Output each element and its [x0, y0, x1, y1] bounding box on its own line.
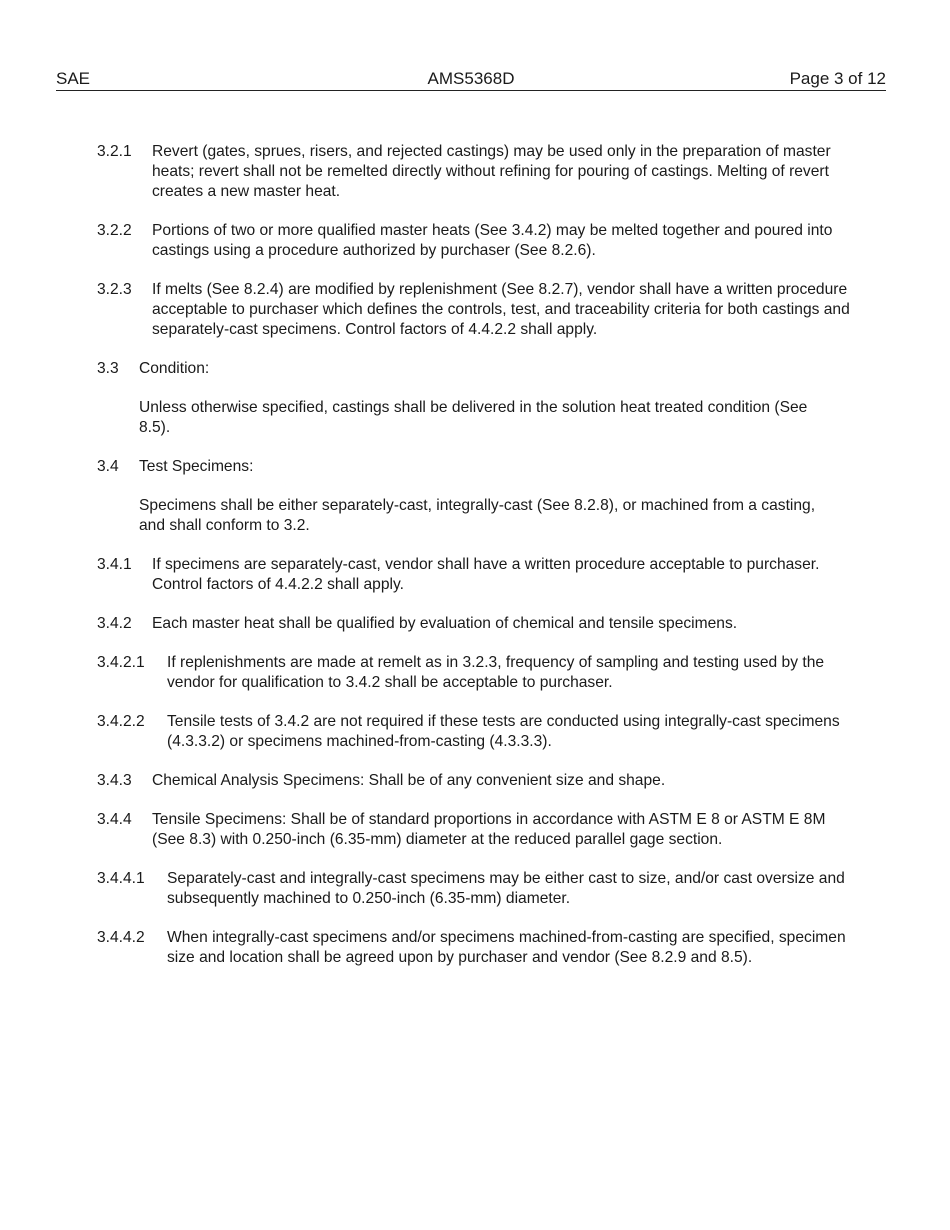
header-org: SAE [56, 69, 91, 88]
paragraph-number: 3.4.2 [97, 615, 132, 632]
paragraph-number: 3.4.2.2 [97, 713, 145, 730]
section-heading-3-3 [0, 359, 950, 379]
paragraph-number: 3.2.2 [97, 222, 132, 239]
section-title: Test Specimens: [139, 458, 254, 475]
paragraph-text: Separately-cast and integrally-cast specimens may be either cast to size, and/or cast oversize and subsequently machined to 0.250-inch (6.35-mm) diameter. [167, 870, 845, 907]
paragraph-text: If specimens are separately-cast, vendor shall have a written procedure acceptable to purchaser. Control factors of 4.4.2.2 shall apply. [152, 556, 820, 593]
paragraph-number: 3.2.1 [97, 143, 132, 160]
paragraph-text: If replenishments are made at remelt as in 3.2.3, frequency of sampling and testing used by the vendor for qualification to 3.4.2 shall be acceptable to purchaser. [167, 654, 825, 691]
paragraph-number: 3.4.4 [97, 811, 132, 828]
paragraph-number: 3.4.1 [97, 556, 132, 573]
paragraph-3-2-2 [0, 221, 950, 261]
section-heading-3-4 [0, 457, 950, 477]
paragraph-text: Specimens shall be either separately-cast, integrally-cast (See 8.2.8), or machined from a casting, and shall conform to 3.2. [139, 497, 816, 534]
paragraph-3-4-2-2 [0, 712, 950, 752]
paragraph-text: Portions of two or more qualified master heats (See 3.4.2) may be melted together and poured into castings using a procedure authorized by purchaser (See 8.2.6). [152, 222, 833, 259]
paragraph-text: Tensile Specimens: Shall be of standard proportions in accordance with ASTM E 8 or ASTM E 8M (See 8.3) with 0.250-inch (6.35-mm) diameter at the reduced parallel gage section. [152, 811, 826, 848]
header-page-number: Page 3 of 12 [789, 69, 886, 88]
paragraph-number: 3.4.4.2 [97, 929, 145, 946]
paragraph-3-4-3 [0, 771, 950, 791]
paragraph-number: 3.4.4.1 [97, 870, 145, 887]
section-title: Condition: [139, 360, 210, 377]
document-body [0, 142, 950, 987]
paragraph-3-2-1 [0, 142, 950, 202]
paragraph-3-4-4 [0, 810, 950, 850]
paragraph-number: 3.4.2.1 [97, 654, 145, 671]
paragraph-text: Each master heat shall be qualified by evaluation of chemical and tensile specimens. [152, 615, 738, 632]
paragraph-text: Chemical Analysis Specimens: Shall be of any convenient size and shape. [152, 772, 666, 789]
paragraph-3-4-4-2 [0, 928, 950, 968]
paragraph-3-2-3 [0, 280, 950, 340]
paragraph-3-4-1 [0, 555, 950, 595]
paragraph-text: Unless otherwise specified, castings shall be delivered in the solution heat treated condition (See 8.5). [139, 399, 808, 436]
paragraph-3-4-2 [0, 614, 950, 634]
page-header [56, 68, 886, 91]
header-doc-id: AMS5368D [427, 69, 515, 88]
paragraph-text: When integrally-cast specimens and/or specimens machined-from-casting are specified, specimen size and location shall be agreed upon by purchaser and vendor (See 8.2.9 and 8.5). [167, 929, 846, 966]
paragraph-text: If melts (See 8.2.4) are modified by replenishment (See 8.2.7), vendor shall have a written procedure acceptable to purchaser which defines the controls, test, and traceability criteria for both castings and separately-cast specimens. Control factors of 4.4.2.2 shall apply. [152, 281, 850, 338]
condition-body [0, 398, 950, 438]
section-number: 3.3 [97, 360, 119, 377]
paragraph-3-4-2-1 [0, 653, 950, 693]
paragraph-text: Revert (gates, sprues, risers, and rejected castings) may be used only in the preparation of master heats; revert shall not be remelted directly without refining for pouring of castings. Melting of revert creates a new master heat. [152, 143, 831, 200]
section-number: 3.4 [97, 458, 119, 475]
paragraph-text: Tensile tests of 3.4.2 are not required if these tests are conducted using integrally-cast specimens (4.3.3.2) or specimens machined-from-casting (4.3.3.3). [167, 713, 840, 750]
test-specimens-body [0, 496, 950, 536]
paragraph-number: 3.2.3 [97, 281, 132, 298]
paragraph-3-4-4-1 [0, 869, 950, 909]
paragraph-number: 3.4.3 [97, 772, 132, 789]
